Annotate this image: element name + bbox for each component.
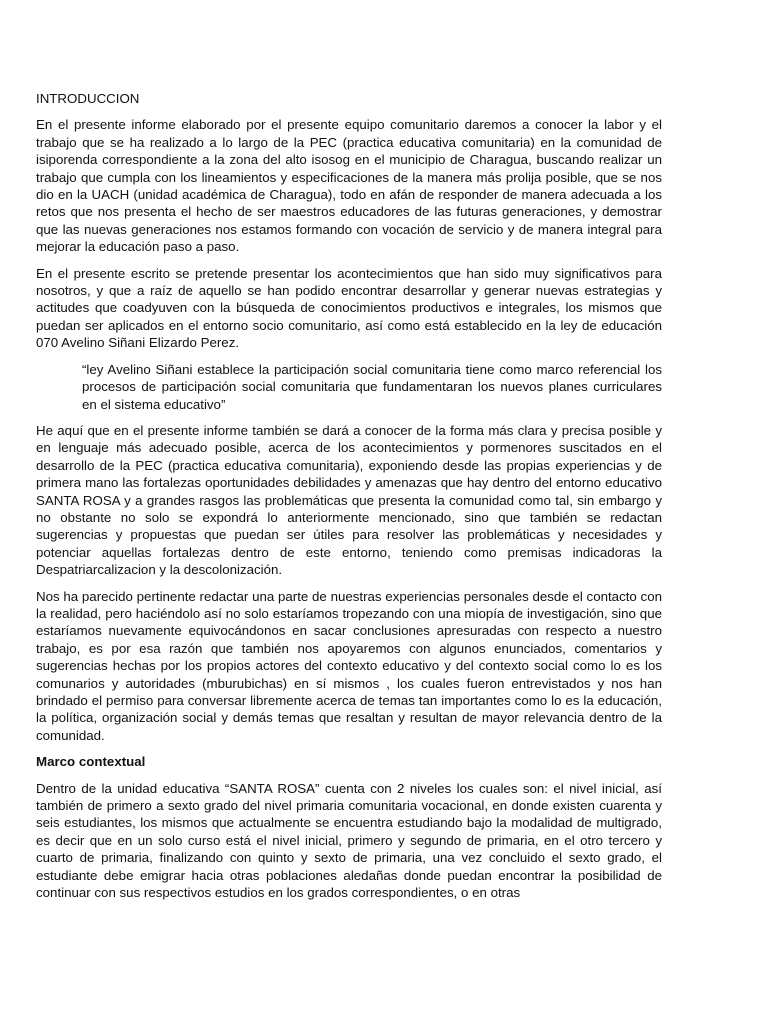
body-paragraph-1: He aquí que en el presente informe también se dará a conocer de la forma más clara y precisa posible y en lenguaje más adecuado posible, acerca de los acontecimientos y pormenores suscitados en el desarrollo de la PEC (practica educativa comunitaria), exponiendo desde las propias experiencias y de primera mano las fortalezas oportunidades debilidades y amenazas que hay dentro del entorno educativo SANTA ROSA y a grandes rasgos las problemáticas que presenta la comunidad como tal, sin embargo y no obstante no solo se expondrá lo anteriormente mencionado, sino que también se redactan sugerencias y propuestas que puedan ser útiles para resolver las problemáticas y necesidades y potenciar aquellas fortalezas dentro de este entorno, teniendo como premisas indicadoras la Despatriarcalizacion y la descolonización. — [36, 422, 662, 578]
intro-paragraph-1: En el presente informe elaborado por el presente equipo comunitario daremos a conocer la labor y el trabajo que se ha realizado a lo largo de la PEC (practica educativa comunitaria) en la comunidad de isiporenda correspondiente a la zona del alto isosog en el municipio de Charagua, buscando realizar un trabajo que cumpla con los lineamientos y especificaciones de la manera más prolija posible, que se nos dio en la UACH (unidad académica de Charagua), todo en afán de responder de manera adecuada a los retos que nos presenta el hecho de ser maestros educadores de las futuras generaciones, y demostrar que las nuevas generaciones nos estamos formando con vocación de servicio y de manera integral para mejorar la educación paso a paso. — [36, 117, 662, 255]
document-title: INTRODUCCION — [36, 91, 140, 106]
section-heading: Marco contextual — [36, 754, 146, 770]
law-quote: “ley Avelino Siñani establece la participación social comunitaria tiene como marco referencial los procesos de participación social comunitaria que fundamentaran los nuevos planes curriculares en el sistema educativo” — [82, 361, 662, 412]
intro-paragraph-2: En el presente escrito se pretende presentar los acontecimientos que han sido muy significativos para nosotros, y que a raíz de aquello se han podido encontrar desarrollar y generar nuevas estrategias y actitudes que coadyuven con la búsqueda de conocimientos productivos e integrales, los mismos que puedan ser aplicados en el entorno socio comunitario, así como está establecido en la ley de educación 070 Avelino Siñani Elizardo Perez. — [36, 265, 662, 351]
section-paragraph-1: Dentro de la unidad educativa “SANTA ROSA” cuenta con 2 niveles los cuales son: el nivel inicial, así también de primero a sexto grado del nivel primaria comunitaria vocacional, en donde existen cuarenta y seis estudiantes, los mismos que actualmente se encuentra estudiando bajo la modalidad de multigrado, es decir que en un solo curso está el nivel inicial, primero y segundo de primaria, en el otro tercero y cuarto de primaria, finalizando con quinto y sexto de primaria, una vez concluido el sexto grado, el estudiante debe emigrar hacia otras poblaciones aledañas donde puedan encontrar la posibilidad de continuar con sus respectivos estudios en los grados correspondientes, o en otras — [36, 780, 662, 901]
document-page — [36, 90, 662, 910]
body-paragraph-2: Nos ha parecido pertinente redactar una parte de nuestras experiencias personales desde el contacto con la realidad, pero haciéndolo así no solo estaríamos tropezando con una miopía de investigación, sino que estaríamos nuevamente equivocándonos en sacar conclusiones apresuradas con respecto a nuestro trabajo, es por esa razón que también nos apoyaremos con algunos enunciados, comentarios y sugerencias hechas por los propios actores del contexto educativo y del contexto social como lo es los comunarios y autoridades (mburubichas) en sí mismos , los cuales fueron entrevistados y nos han brindado el permiso para conversar libremente acerca de temas tan importantes como lo es la educación, la política, organización social y demás temas que resaltan y resultan de mayor relevancia dentro de la comunidad. — [36, 588, 662, 743]
